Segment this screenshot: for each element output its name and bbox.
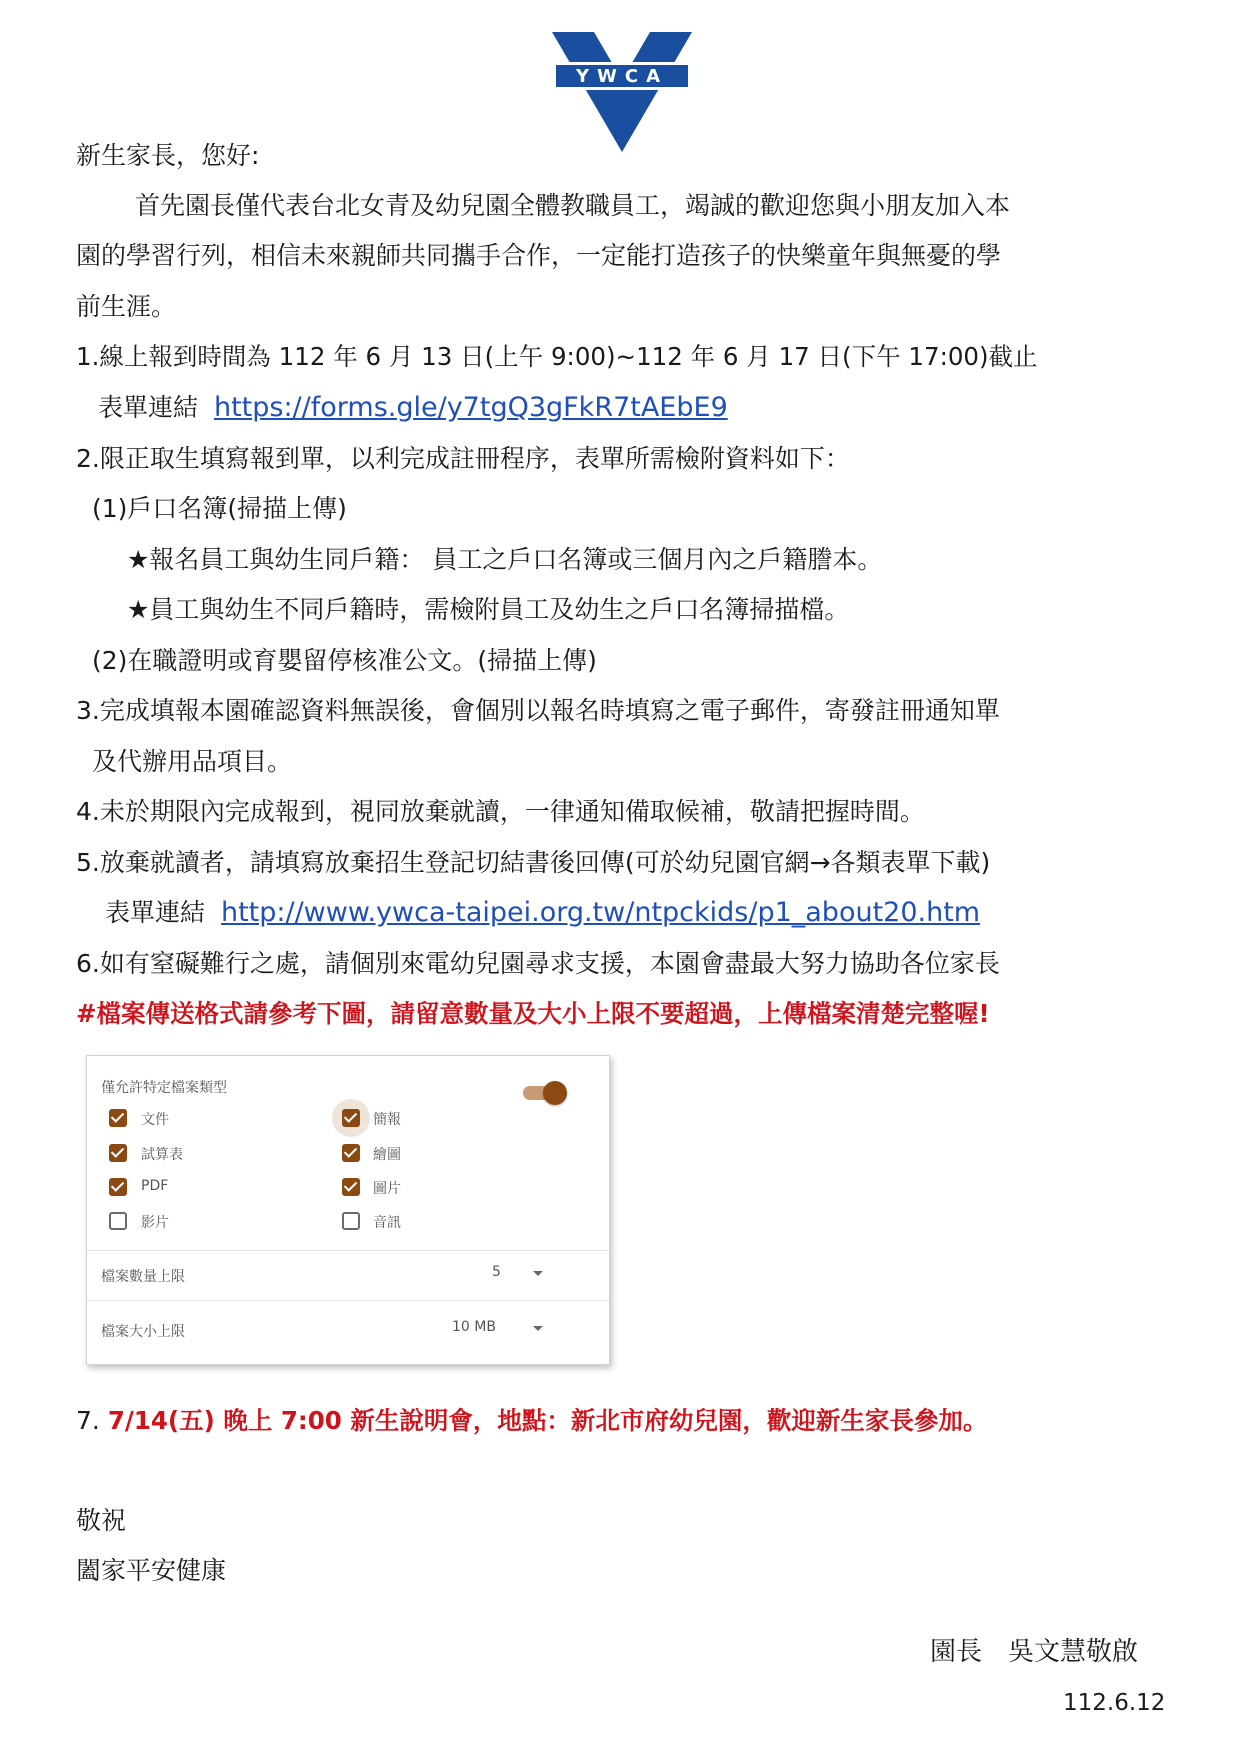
item-3-line-2: 及代辦用品項目。	[92, 747, 293, 776]
item-1-form-row	[98, 392, 728, 424]
closing-salutation: 敬祝	[76, 1506, 127, 1535]
item-3-line-1: 3.完成填報本園確認資料無誤後，會個別以報名時填寫之電子郵件，寄發註冊通知單	[76, 696, 1000, 725]
checkbox-label: 繪圖	[373, 1147, 401, 1163]
closing-wish: 闔家平安健康	[76, 1556, 227, 1585]
signature: 園長 吳文慧敬啟	[930, 1637, 1139, 1667]
max-files-dropdown-icon[interactable]	[533, 1271, 543, 1276]
checkbox-label: 文件	[141, 1112, 169, 1128]
checkbox-pdf[interactable]	[109, 1178, 127, 1196]
intro-line-1: 首先園長僅代表台北女青及幼兒園全體教職員工，竭誠的歡迎您與小朋友加入本	[135, 191, 1011, 220]
item-2-sub-1: (1)戶口名簿(掃描上傳)	[92, 494, 347, 523]
max-size-label: 檔案大小上限	[101, 1324, 185, 1340]
file-upload-settings-panel	[86, 1055, 610, 1365]
divider	[87, 1250, 609, 1251]
item-5: 5.放棄就讀者，請填寫放棄招生登記切結書後回傳(可於幼兒園官網→各類表單下載)	[76, 848, 991, 877]
svg-text:YWCA: YWCA	[575, 66, 669, 87]
item-1: 1.線上報到時間為 112 年 6 月 13 日(上午 9:00)~112 年 6 月 17 日(下午 17:00)截止	[76, 342, 1038, 371]
greeting: 新生家長，您好:	[76, 141, 260, 170]
withdrawal-form-link[interactable]: http://www.ywca-taipei.org.tw/ntpckids/p1_about20.htm	[220, 897, 981, 928]
orientation-notice: 7/14(五) 晚上 7:00 新生說明會，地點：新北市府幼兒園，歡迎新生家長參加。	[107, 1406, 988, 1435]
item-4: 4.未於期限內完成報到，視同放棄就讀，一律通知備取候補，敬請把握時間。	[76, 797, 925, 826]
checkbox-label: 簡報	[373, 1112, 401, 1128]
upload-note: #檔案傳送格式請參考下圖，請留意數量及大小上限不要超過，上傳檔案清楚完整喔!	[76, 999, 990, 1028]
checkbox-label: 圖片	[373, 1181, 401, 1197]
item-6: 6.如有窒礙難行之處，請個別來電幼兒園尋求支援，本園會盡最大努力協助各位家長	[76, 949, 1000, 978]
form-link-label: 表單連結	[105, 898, 206, 927]
checkbox-audio[interactable]	[342, 1212, 360, 1230]
item-7-number: 7.	[76, 1406, 100, 1435]
checkbox-spreadsheets[interactable]	[109, 1144, 127, 1162]
ywca-logo	[550, 30, 694, 154]
max-files-value[interactable]: 5	[492, 1264, 501, 1280]
file-type-toggle-knob[interactable]	[543, 1081, 567, 1105]
max-size-dropdown-icon[interactable]	[533, 1326, 543, 1331]
checkbox-label: 音訊	[373, 1215, 401, 1231]
item-7	[76, 1405, 987, 1437]
letter-date: 112.6.12	[1063, 1690, 1166, 1716]
checkbox-presentations[interactable]	[342, 1109, 360, 1127]
max-files-label: 檔案數量上限	[101, 1269, 185, 1285]
registration-form-link[interactable]: https://forms.gle/y7tgQ3gFkR7tAEbE9	[213, 392, 728, 423]
divider	[87, 1300, 609, 1301]
item-2-star-1: ★報名員工與幼生同戶籍： 員工之戶口名簿或三個月內之戶籍謄本。	[127, 545, 883, 574]
item-5-form-row	[105, 897, 980, 929]
checkbox-label: 影片	[141, 1215, 169, 1231]
checkbox-images[interactable]	[342, 1178, 360, 1196]
checkbox-label: PDF	[141, 1178, 169, 1194]
file-type-title: 僅允許特定檔案類型	[101, 1080, 227, 1096]
intro-line-3: 前生涯。	[76, 292, 177, 321]
checkbox-video[interactable]	[109, 1212, 127, 1230]
checkbox-documents[interactable]	[109, 1109, 127, 1127]
item-2-star-2: ★員工與幼生不同戶籍時，需檢附員工及幼生之戶口名簿掃描檔。	[127, 595, 850, 624]
intro-line-2: 園的學習行列，相信未來親師共同攜手合作，一定能打造孩子的快樂童年與無憂的學	[76, 241, 1002, 270]
max-size-value[interactable]: 10 MB	[452, 1319, 496, 1335]
checkbox-drawings[interactable]	[342, 1144, 360, 1162]
checkbox-label: 試算表	[141, 1147, 183, 1163]
item-2-sub-2: (2)在職證明或育嬰留停核准公文。(掃描上傳)	[92, 646, 597, 675]
item-2: 2.限正取生填寫報到單，以利完成註冊程序，表單所需檢附資料如下：	[76, 444, 850, 473]
form-link-label: 表單連結	[98, 393, 199, 422]
